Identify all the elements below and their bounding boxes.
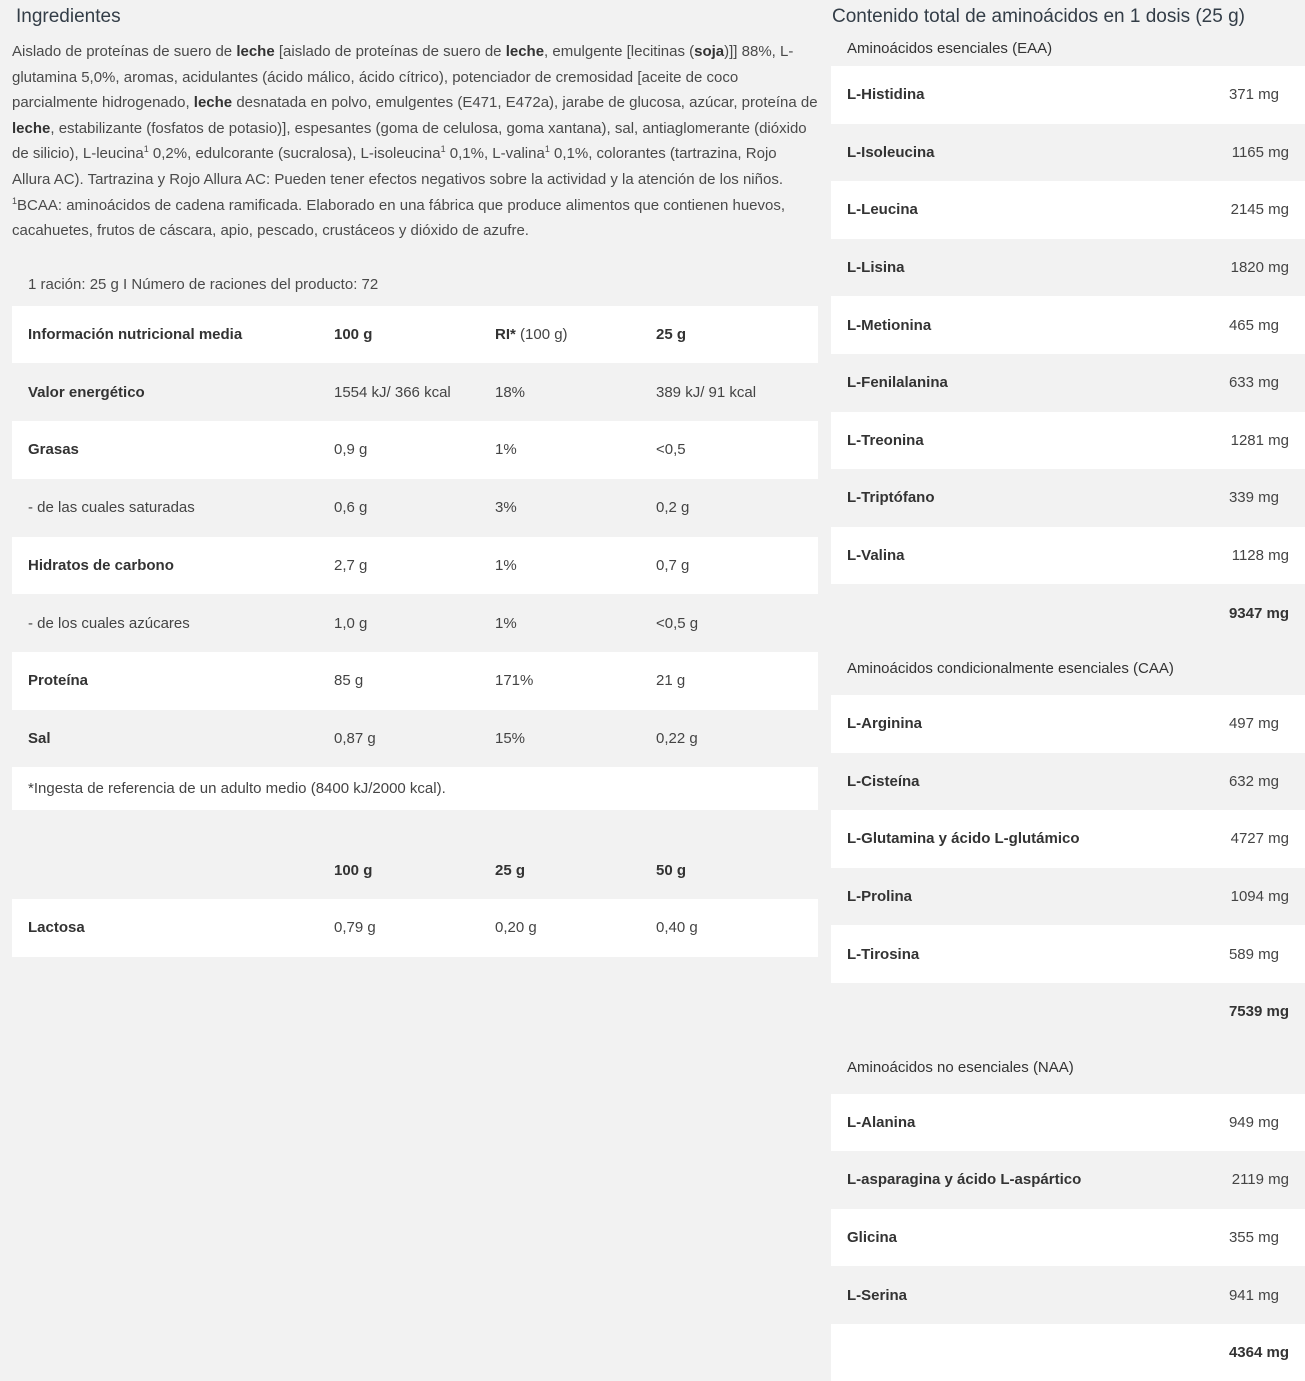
nutrition-cell-v100: 0,9 g <box>334 441 368 459</box>
allergen-highlight: leche <box>505 43 545 60</box>
amino-value: 465 mg <box>1228 316 1279 334</box>
ingredients-text <box>12 39 818 244</box>
lactose-header-100g: 100 g <box>334 861 373 879</box>
nutrition-cell-ri: 18% <box>495 383 526 401</box>
amino-row <box>831 868 1305 926</box>
lactose-header-25g: 25 g <box>495 861 526 879</box>
allergen-note <box>12 193 818 244</box>
footnote-marker: 1 <box>143 144 149 155</box>
ingredient-text: BCAA: aminoácidos de cadena ramificada. Elaborado en una fábrica que produce alimentos que contienen huevos, cacahuetes, frutos de cáscara, apio, pescado, crustáceos y dióxido de azufre. <box>12 196 786 240</box>
amino-row <box>831 66 1305 124</box>
amino-title: Contenido total de aminoácidos en 1 dosis (25 g) <box>832 6 1245 27</box>
nutrition-cell-label: Sal <box>28 729 51 747</box>
amino-row <box>831 469 1305 527</box>
amino-total: 4364 mg <box>1228 1344 1289 1362</box>
amino-value: 1128 mg <box>1231 547 1289 565</box>
ingredient-text: 0,1%, colorantes (tartrazina, Rojo Allura AC). Tartrazina y Rojo Allura AC: Pueden tener efectos negativos sobre la actividad y la atención de los niños. <box>12 145 783 188</box>
amino-row <box>831 181 1305 239</box>
nutrition-cell-ri: 1% <box>495 556 517 574</box>
amino-name: L-Lisina <box>847 259 905 277</box>
ingredient-text: [aislado de proteínas de suero de <box>274 43 506 60</box>
nutrition-cell-v100: 1,0 g <box>334 614 368 632</box>
amino-value: 355 mg <box>1228 1228 1279 1246</box>
amino-row <box>831 1266 1305 1324</box>
amino-name: L-Fenilalanina <box>847 374 948 392</box>
amino-value: 4727 mg <box>1230 830 1289 848</box>
amino-value: 949 mg <box>1228 1113 1279 1131</box>
amino-name: L-Histidina <box>847 86 925 104</box>
amino-column <box>831 0 1305 1381</box>
lactose-table <box>12 841 818 956</box>
amino-row <box>831 527 1305 585</box>
nutrition-cell-v100: 2,7 g <box>334 556 368 574</box>
ingredient-text: 0,2%, edulcorante (sucralosa), L-isoleucina <box>148 145 441 163</box>
amino-total-row <box>831 1324 1305 1381</box>
amino-name: L-Valina <box>847 547 905 565</box>
nutrition-cell-v100: 85 g <box>334 672 364 690</box>
amino-name: L-Cisteína <box>847 772 920 790</box>
amino-row <box>831 753 1305 811</box>
amino-total: 9347 mg <box>1228 604 1289 622</box>
amino-name: L-Metionina <box>847 316 932 334</box>
amino-row <box>831 1094 1305 1152</box>
nutrition-cell-v25: <0,5 g <box>656 614 699 632</box>
ingredient-text: , estabilizante (fosfatos de potasio)], espesantes (goma de celulosa, goma xantana), sal, antiaglomerante (dióxido de silicio), L-leucina <box>12 119 807 163</box>
nutrition-row <box>12 537 818 595</box>
allergen-highlight: leche <box>193 94 233 112</box>
nutrition-footnote: *Ingesta de referencia de un adulto medio (8400 kJ/2000 kcal). <box>12 767 818 810</box>
header-ri: RI* (100 g) <box>495 326 568 344</box>
header-25g: 25 g <box>656 326 687 344</box>
portion-info: 1 ración: 25 g I Número de raciones del producto: 72 <box>28 275 379 293</box>
footnote-marker: 1 <box>12 195 18 206</box>
nutrition-row <box>12 479 818 537</box>
allergen-highlight: leche <box>12 119 51 137</box>
nutrition-cell-label: Grasas <box>28 441 79 459</box>
amino-name: L-Prolina <box>847 888 913 906</box>
nutrition-row <box>12 421 818 479</box>
amino-row <box>831 925 1305 983</box>
nutrition-cell-v25: 0,7 g <box>656 556 690 574</box>
nutrition-row <box>12 652 818 710</box>
footnote-marker: 1 <box>544 144 550 155</box>
amino-value: 1165 mg <box>1231 143 1289 161</box>
nutrition-cell-v25: 0,22 g <box>656 729 698 747</box>
amino-value: 339 mg <box>1228 489 1279 507</box>
amino-value: 2119 mg <box>1231 1171 1289 1189</box>
amino-group-heading: Aminoácidos no esenciales (NAA) <box>847 1058 1074 1076</box>
ingredient-text: , emulgente [lecitinas ( <box>544 43 695 60</box>
nutrition-row <box>12 594 818 652</box>
ingredient-text: 0,1%, L-valina <box>445 145 545 163</box>
nutrition-cell-ri: 15% <box>495 729 526 747</box>
amino-value: 633 mg <box>1228 374 1279 392</box>
amino-value: 632 mg <box>1228 772 1279 790</box>
nutrition-header-row <box>12 306 818 364</box>
amino-value: 1094 mg <box>1230 888 1289 906</box>
amino-row <box>831 124 1305 182</box>
amino-name: L-Triptófano <box>847 489 935 507</box>
amino-name: L-Serina <box>847 1286 908 1304</box>
amino-total-row <box>831 584 1305 642</box>
amino-group-heading: Aminoácidos condicionalmente esenciales (CAA) <box>847 659 1174 677</box>
nutrition-cell-label: - de los cuales azúcares <box>28 614 190 632</box>
nutrition-cell-ri: 1% <box>495 441 517 459</box>
nutrition-row <box>12 710 818 768</box>
nutrition-table <box>12 306 818 811</box>
nutrition-cell-label: - de las cuales saturadas <box>28 499 195 517</box>
allergen-highlight: leche <box>236 43 275 60</box>
header-label: Información nutricional media <box>28 326 243 344</box>
nutrition-cell-v100: 0,87 g <box>334 729 376 747</box>
amino-name: L-Treonina <box>847 431 924 449</box>
nutrition-cell-v25: 0,2 g <box>656 499 690 517</box>
ingredients-title: Ingredientes <box>16 6 121 27</box>
amino-row <box>831 296 1305 354</box>
nutrition-column <box>12 0 818 957</box>
amino-name: L-Glutamina y ácido L-glutámico <box>847 830 1080 848</box>
amino-name: Glicina <box>847 1228 898 1246</box>
nutrition-cell-v100: 1554 kJ/ 366 kcal <box>334 383 451 401</box>
amino-row <box>831 695 1305 753</box>
nutrition-cell-v25: <0,5 <box>656 441 686 459</box>
amino-group-heading: Aminoácidos esenciales (EAA) <box>847 40 1053 57</box>
ingredient-text: desnatada en polvo, emulgentes (E471, E472a), jarabe de glucosa, azúcar, proteína de <box>232 94 818 112</box>
amino-name: L-asparagina y ácido L-aspártico <box>847 1171 1082 1189</box>
amino-value: 941 mg <box>1228 1286 1279 1304</box>
nutrition-cell-label: Hidratos de carbono <box>28 556 174 574</box>
nutrition-cell-v25: 21 g <box>656 672 686 690</box>
footnote-marker: 1 <box>440 144 446 155</box>
amino-value: 1281 mg <box>1230 431 1289 449</box>
nutrition-row <box>12 363 818 421</box>
lactose-header-50g: 50 g <box>656 861 687 879</box>
nutrition-cell-ri: 1% <box>495 614 517 632</box>
amino-name: L-Isoleucina <box>847 143 935 161</box>
nutrition-cell-ri: 3% <box>495 499 517 517</box>
nutrition-cell-label: Proteína <box>28 672 89 690</box>
allergen-highlight: soja <box>694 43 725 60</box>
ingredient-text: )]] 88%, L-glutamina 5,0%, aromas, acidulantes (ácido málico, ácido cítrico), potenciador de cremosidad [aceite de coco parcialmente hidrogenado, <box>12 43 794 112</box>
header-100g: 100 g <box>334 326 373 344</box>
amino-value: 589 mg <box>1228 945 1279 963</box>
amino-row <box>831 354 1305 412</box>
amino-row <box>831 412 1305 470</box>
ingredient-text: Aislado de proteínas de suero de <box>12 43 237 60</box>
nutrition-cell-label: Valor energético <box>28 383 145 401</box>
amino-value: 497 mg <box>1228 715 1279 733</box>
amino-name: L-Alanina <box>847 1113 916 1131</box>
amino-value: 1820 mg <box>1230 259 1289 277</box>
amino-row <box>831 1151 1305 1209</box>
nutrition-cell-v25: 389 kJ/ 91 kcal <box>656 383 757 401</box>
lactose-header-row <box>12 841 818 899</box>
amino-name: L-Leucina <box>847 201 918 219</box>
amino-row <box>831 810 1305 868</box>
amino-row <box>831 239 1305 297</box>
nutrition-cell-v100: 0,6 g <box>334 499 368 517</box>
amino-value: 2145 mg <box>1230 201 1289 219</box>
nutrition-cell-ri: 171% <box>495 672 534 690</box>
amino-value: 371 mg <box>1228 86 1279 104</box>
amino-total: 7539 mg <box>1228 1003 1289 1021</box>
amino-name: L-Tirosina <box>847 945 920 963</box>
amino-row <box>831 1209 1305 1267</box>
lactose-row: Lactosa 0,79 g 0,20 g 0,40 g <box>12 899 818 957</box>
lactose-label: Lactosa <box>28 919 85 937</box>
amino-total-row <box>831 983 1305 1041</box>
ingredients-paragraph <box>12 39 818 193</box>
amino-name: L-Arginina <box>847 715 922 733</box>
